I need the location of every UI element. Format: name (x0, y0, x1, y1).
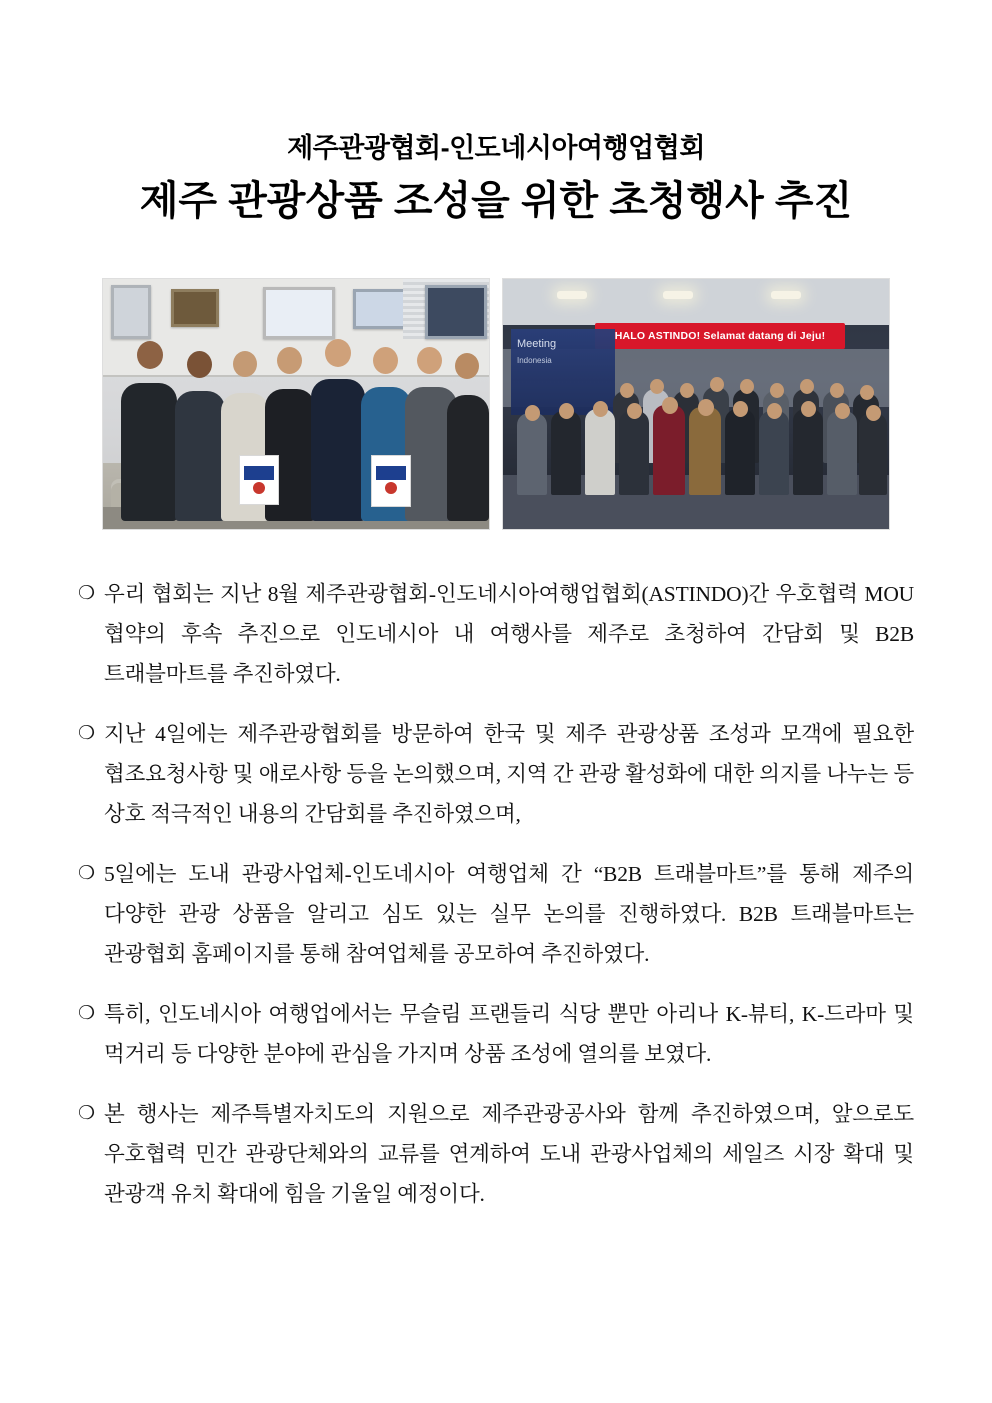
person-figure (175, 391, 225, 521)
bullet-icon: ❍ (78, 863, 96, 885)
person-figure (121, 383, 177, 521)
person-figure (551, 411, 581, 495)
title-block (78, 0, 914, 226)
bullet-icon: ❍ (78, 583, 96, 605)
person-figure (859, 413, 887, 495)
paragraph-item (78, 574, 914, 694)
bullet-icon: ❍ (78, 723, 96, 745)
person-figure (689, 407, 721, 495)
gift-bag-icon (371, 455, 411, 507)
paragraph-text: 특히, 인도네시아 여행업에서는 무슬림 프랜들리 식당 뿐만 아리나 K-뷰티, K-드라마 및 먹거리 등 다양한 분야에 관심을 가지며 상품 조성에 열의를 보였다. (104, 1002, 915, 1067)
ceiling-light-icon (557, 291, 587, 299)
wall-poster-icon (263, 287, 335, 339)
person-figure (447, 395, 489, 521)
person-figure (653, 405, 685, 495)
paragraph-item (78, 714, 914, 834)
document-subtitle: 제주관광협회-인도네시아여행업협회 (287, 133, 705, 163)
person-figure (517, 413, 547, 495)
article-body (78, 574, 914, 1214)
person-figure (793, 409, 823, 495)
paragraph-text: 지난 4일에는 제주관광협회를 방문하여 한국 및 제주 관광상품 조성과 모객에 필요한 협조요청사항 및 애로사항 등을 논의했으며, 지역 간 관광 활성화에 대한 의지를 나누는 등 상호 적극적인 내용의 간담회를 추진하였으며, (104, 722, 914, 827)
person-figure (585, 409, 615, 495)
screen-line-2: Indonesia (517, 356, 552, 366)
wall-frame-icon (171, 289, 219, 327)
person-figure (619, 411, 649, 495)
person-figure (759, 411, 789, 495)
person-figure (311, 379, 365, 521)
wall-monitor-icon (425, 285, 487, 339)
paragraph-item (78, 994, 914, 1074)
bullet-icon: ❍ (78, 1003, 96, 1025)
paragraph-text: 우리 협회는 지난 8월 제주관광협회-인도네시아여행업협회(ASTINDO)간 우호협력 MOU 협약의 후속 추진으로 인도네시아 내 여행사를 제주로 초청하여 간담회 및 B2B 트래블마트를 추진하였다. (104, 582, 914, 687)
person-figure (725, 409, 755, 495)
photo-group-office (102, 278, 490, 530)
document-title: 제주 관광상품 조성을 위한 초청행사 추진 (139, 179, 853, 224)
photo-row (78, 278, 914, 530)
ceiling-light-icon (663, 291, 693, 299)
paragraph-text: 본 행사는 제주특별자치도의 지원으로 제주관광공사와 함께 추진하였으며, 앞으로도 우호협력 민간 관광단체와의 교류를 연계하여 도내 관광사업체의 세일즈 시장 확대 및 관광객 유치 확대에 힘을 기울일 예정이다. (104, 1102, 914, 1207)
person-figure (827, 411, 857, 495)
wall-frame-icon (111, 285, 151, 339)
paragraph-text: 5일에는 도내 관광사업체-인도네시아 여행업체 간 “B2B 트래블마트”를 통해 제주의 다양한 관광 상품을 알리고 심도 있는 실무 논의를 진행하였다. B2B 트래블마트는 관광협회 홈페이지를 통해 참여업체를 공모하여 추진하였다. (104, 862, 914, 967)
paragraph-item (78, 1094, 914, 1214)
welcome-banner: HALO ASTINDO! Selamat datang di Jeju! (595, 323, 845, 349)
paragraph-item (78, 854, 914, 974)
ceiling-light-icon (771, 291, 801, 299)
screen-line-1: Meeting (517, 338, 557, 351)
gift-bag-icon (239, 455, 279, 505)
conference-ceiling (503, 279, 889, 325)
photo-group-conference (502, 278, 890, 530)
bullet-icon: ❍ (78, 1103, 96, 1125)
